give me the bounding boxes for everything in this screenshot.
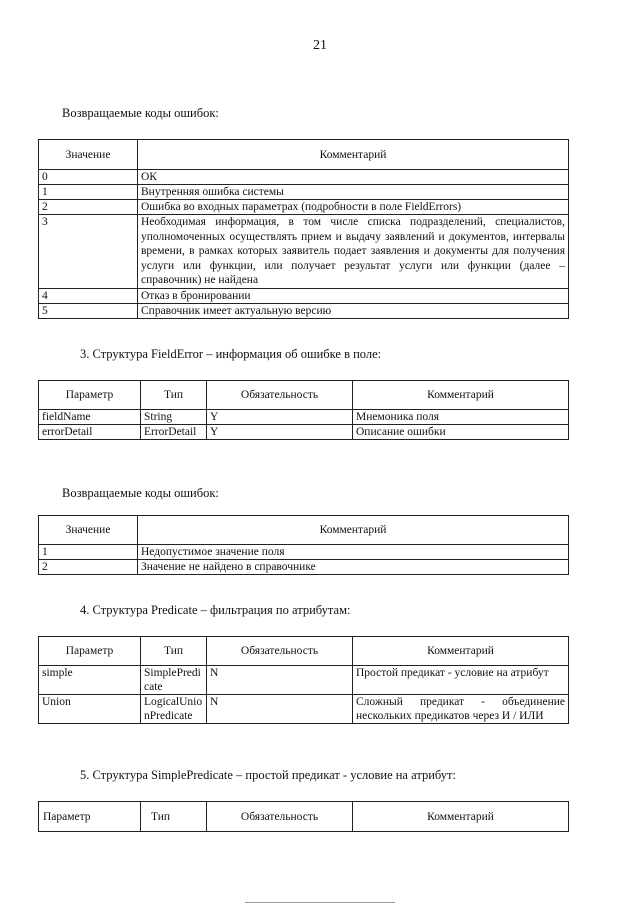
table-row <box>39 288 569 303</box>
type-cell: String <box>141 410 207 425</box>
table-row <box>39 200 569 215</box>
comment-cell: Внутренняя ошибка системы <box>138 185 569 200</box>
table-row <box>39 185 569 200</box>
errors2-table <box>38 515 569 575</box>
predicate-table <box>38 636 569 724</box>
column-header: Значение <box>39 516 138 545</box>
table-row <box>39 560 569 575</box>
code-cell: 2 <box>39 560 138 575</box>
required-cell: N <box>207 666 353 695</box>
param-cell: fieldName <box>39 410 141 425</box>
column-header: Тип <box>141 381 207 410</box>
comment-cell: Ошибка во входных параметрах (подробности в поле FieldErrors) <box>138 200 569 215</box>
table-row <box>39 170 569 185</box>
comment-cell: ОК <box>138 170 569 185</box>
scan-edge-line <box>245 902 395 903</box>
simplepredicate-table <box>38 801 569 832</box>
param-cell: Union <box>39 695 141 724</box>
code-cell: 1 <box>39 545 138 560</box>
table-row <box>39 410 569 425</box>
code-cell: 4 <box>39 288 138 303</box>
section-heading-predicate: 4. Структура Predicate – фильтрация по атрибутам: <box>80 603 351 617</box>
column-header: Параметр <box>39 802 141 832</box>
code-cell: 3 <box>39 215 138 289</box>
column-header: Тип <box>141 802 207 832</box>
comment-cell: Мнемоника поля <box>353 410 569 425</box>
comment-cell: Отказ в бронировании <box>138 288 569 303</box>
comment-cell: Справочник имеет актуальную версию <box>138 303 569 318</box>
section-heading-fielderror: 3. Структура FieldError – информация об ошибке в поле: <box>80 347 382 361</box>
param-cell: errorDetail <box>39 425 141 440</box>
required-cell: Y <box>207 410 353 425</box>
table-row <box>39 695 569 724</box>
code-cell: 5 <box>39 303 138 318</box>
code-cell: 1 <box>39 185 138 200</box>
code-cell: 2 <box>39 200 138 215</box>
table-row <box>39 215 569 289</box>
column-header: Комментарий <box>138 140 569 170</box>
column-header: Обязательность <box>207 637 353 666</box>
column-header: Параметр <box>39 381 141 410</box>
section-heading-errors1: Возвращаемые коды ошибок: <box>62 106 219 120</box>
section-heading-errors2: Возвращаемые коды ошибок: <box>62 486 219 500</box>
comment-cell: Сложный предикат - объединение нескольких предикатов через И / ИЛИ <box>353 695 569 724</box>
required-cell: N <box>207 695 353 724</box>
column-header: Комментарий <box>353 802 569 832</box>
code-cell: 0 <box>39 170 138 185</box>
table-row <box>39 425 569 440</box>
column-header: Обязательность <box>207 802 353 832</box>
column-header: Значение <box>39 140 138 170</box>
table-row <box>39 303 569 318</box>
comment-cell: Необходимая информация, в том числе списка подразделений, специалистов, уполномоченных осуществлять прием и выдачу заявлений и документов, интервалы времени, в рамках которых заявитель подает заявления и документы для получения услуги или функции, или получает результат услуги или функции (далее – справочник) не найдена <box>138 215 569 289</box>
column-header: Тип <box>141 637 207 666</box>
table-row <box>39 545 569 560</box>
table-row <box>39 666 569 695</box>
type-cell: LogicalUnionPredicate <box>141 695 207 724</box>
type-cell: ErrorDetail <box>141 425 207 440</box>
column-header: Комментарий <box>353 637 569 666</box>
column-header: Обязательность <box>207 381 353 410</box>
column-header: Параметр <box>39 637 141 666</box>
comment-cell: Простой предикат - условие на атрибут <box>353 666 569 695</box>
column-header: Комментарий <box>353 381 569 410</box>
column-header: Комментарий <box>138 516 569 545</box>
type-cell: SimplePredicate <box>141 666 207 695</box>
comment-cell: Описание ошибки <box>353 425 569 440</box>
param-cell: simple <box>39 666 141 695</box>
comment-cell: Недопустимое значение поля <box>138 545 569 560</box>
section-heading-simplepredicate: 5. Структура SimplePredicate – простой предикат - условие на атрибут: <box>80 768 456 782</box>
comment-cell: Значение не найдено в справочнике <box>138 560 569 575</box>
fielderror-table <box>38 380 569 440</box>
page-number: 21 <box>313 38 327 53</box>
required-cell: Y <box>207 425 353 440</box>
errors1-table <box>38 139 569 319</box>
